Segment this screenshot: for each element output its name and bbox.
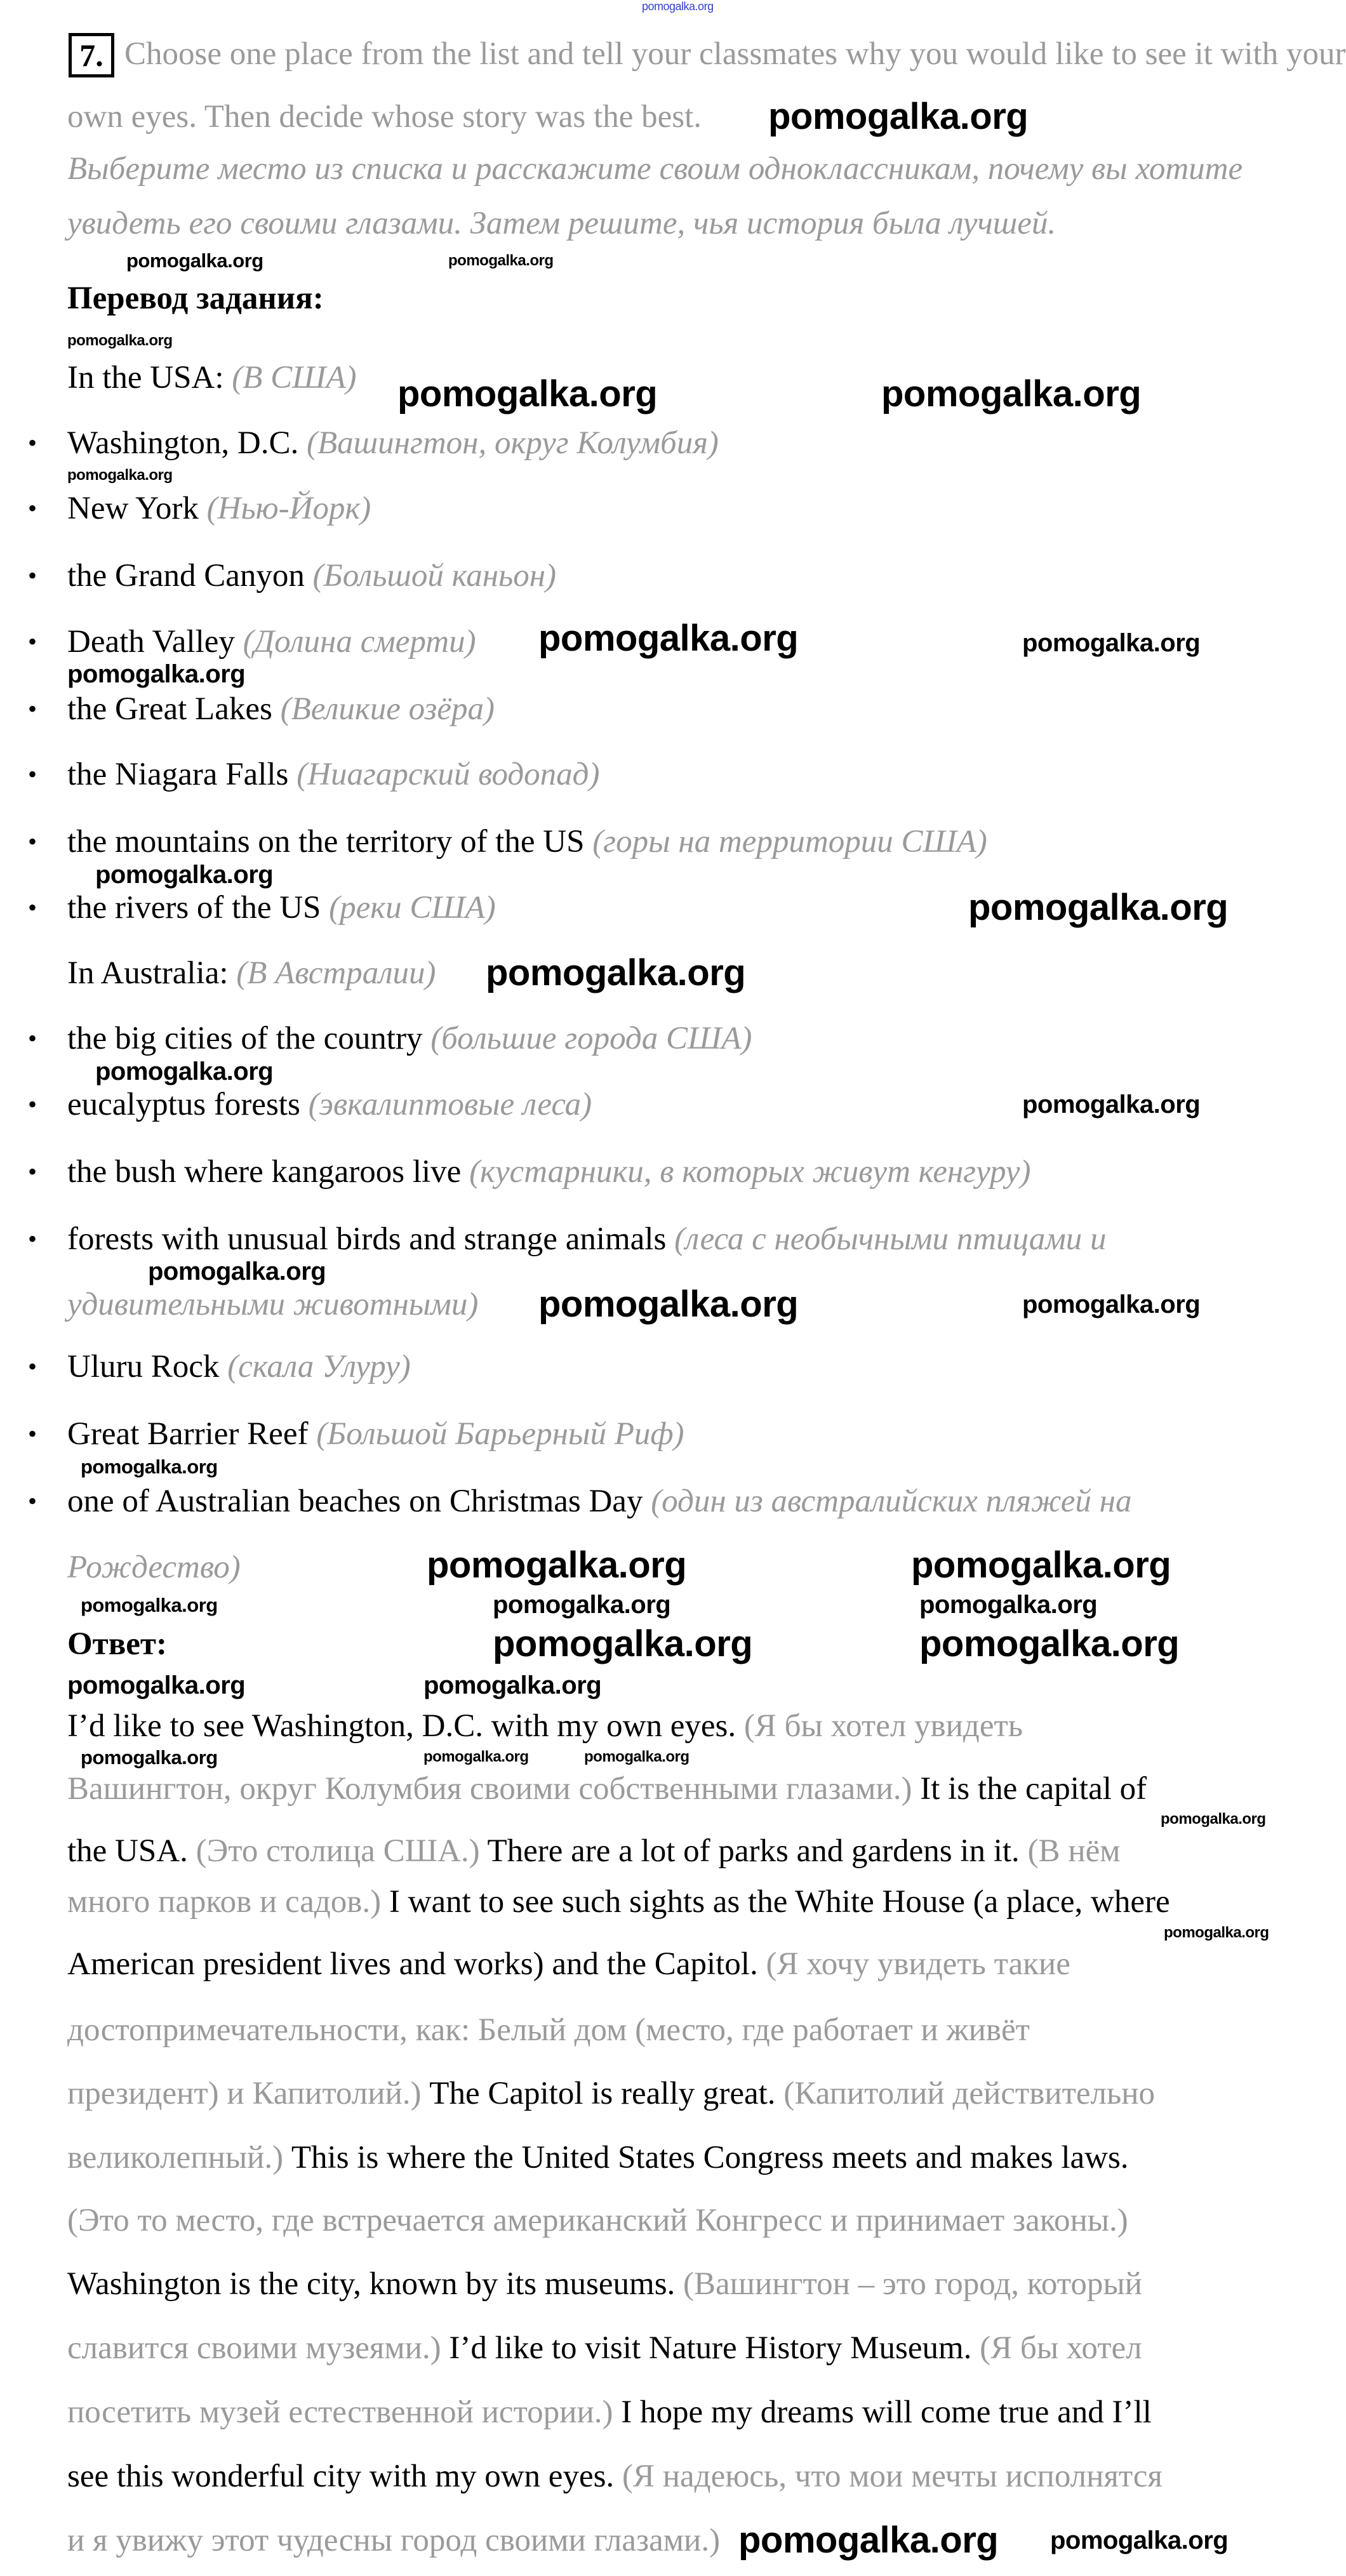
answer-text-en: The Capitol is really great.	[421, 2076, 784, 2111]
answer-text-ru: президент) и Капитолий.)	[67, 2076, 422, 2111]
watermark: pomogalka.org	[1022, 1091, 1201, 1119]
answer-text-ru: достопримечательности, как: Белый дом (место, где работает и живёт	[67, 2012, 1030, 2048]
item-en: the Grand Canyon	[67, 558, 305, 594]
answer-text-en: see this wonderful city with my own eyes.	[67, 2459, 622, 2494]
watermark: pomogalka.org	[1161, 1810, 1266, 1828]
watermark: pomogalka.org	[911, 1544, 1171, 1586]
bullet-icon: •	[28, 1225, 37, 1253]
label-ru: (В Австралии)	[236, 955, 436, 991]
item-en: the Great Lakes	[67, 691, 272, 727]
answer-text-en: I’d like to see Washington, D.C. with my own eyes.	[67, 1708, 744, 1744]
watermark: pomogalka.org	[81, 1594, 218, 1616]
label-en: In the USA:	[67, 360, 224, 395]
item-ru-cont: удивительными животными)	[67, 1287, 479, 1322]
task-text-ru	[67, 150, 1243, 188]
bullet-icon: •	[28, 1487, 37, 1515]
watermark: pomogalka.org	[423, 1748, 529, 1765]
list-item	[67, 889, 496, 927]
watermark: pomogalka.org	[423, 1671, 602, 1699]
watermark: pomogalka.org	[1164, 1924, 1269, 1941]
list-item	[67, 755, 599, 793]
watermark: pomogalka.org	[397, 373, 658, 415]
answer-line	[67, 2329, 1142, 2367]
answer-text-ru: (Вашингтон – это город, который	[683, 2266, 1142, 2302]
answer-text-ru: (Я бы хотел	[980, 2330, 1142, 2366]
answer-text-en: I want to see such sights as the White House (a place, where	[381, 1884, 1170, 1920]
item-ru: (Нью-Йорк)	[206, 491, 371, 526]
translation-heading	[67, 279, 324, 317]
watermark: pomogalka.org	[538, 618, 799, 659]
answer-line	[67, 2457, 1163, 2495]
watermark: pomogalka.org	[1022, 629, 1201, 657]
watermark: pomogalka.org	[738, 2520, 999, 2561]
bullet-icon: •	[28, 1157, 37, 1186]
list-item	[67, 1348, 411, 1386]
list-item	[67, 489, 371, 528]
section-label-usa	[67, 359, 356, 397]
item-en: the big cities of the country	[67, 1021, 423, 1056]
list-item	[67, 557, 556, 595]
item-ru: (один из австралийских пляжей на	[651, 1484, 1132, 1519]
watermark: pomogalka.org	[486, 952, 746, 993]
watermark: pomogalka.org	[1050, 2526, 1229, 2554]
answer-line	[67, 2201, 1128, 2240]
answer-line	[67, 1832, 1121, 1870]
item-en: the mountains on the territory of the US	[67, 824, 585, 860]
item-ru: (Ниагарский водопад)	[297, 757, 600, 792]
label-en: In Australia:	[67, 955, 229, 991]
list-item-continuation	[67, 1285, 478, 1324]
answer-text-en: American president lives and works) and the Capitol.	[67, 1946, 766, 1982]
item-ru: (Великие озёра)	[280, 691, 495, 727]
watermark: pomogalka.org	[427, 1544, 687, 1586]
bullet-icon: •	[28, 428, 37, 457]
answer-text-en: the USA.	[67, 1833, 196, 1869]
watermark: pomogalka.org	[919, 1591, 1098, 1619]
answer-line	[67, 2075, 1155, 2113]
watermark: pomogalka.org	[126, 249, 263, 272]
list-item-continuation	[67, 1548, 241, 1586]
heading-text: Перевод задания:	[67, 281, 324, 316]
list-item	[67, 1220, 1107, 1258]
answer-heading	[67, 1625, 167, 1663]
section-label-australia	[67, 954, 436, 992]
watermark: pomogalka.org	[95, 1058, 274, 1086]
item-ru: (эвкалиптовые леса)	[308, 1087, 592, 1122]
list-item	[67, 690, 495, 728]
answer-text-ru: Вашингтон, округ Колумбия своими собственными глазами.)	[67, 1771, 912, 1807]
answer-text-ru: много парков и садов.)	[67, 1884, 382, 1920]
answer-line	[67, 2521, 720, 2559]
item-en: the Niagara Falls	[67, 757, 289, 792]
bullet-icon: •	[28, 893, 37, 922]
bullet-icon: •	[28, 1352, 37, 1381]
bullet-icon: •	[28, 561, 37, 590]
label-ru: (В США)	[232, 360, 357, 395]
item-en: Uluru Rock	[67, 1349, 220, 1384]
watermark: pomogalka.org	[919, 1623, 1180, 1664]
item-ru: (Большой Барьерный Риф)	[316, 1416, 684, 1452]
answer-text-ru: посетить музей естественной истории.)	[67, 2394, 613, 2430]
watermark: pomogalka.org	[148, 1258, 326, 1285]
answer-text-ru: (Это то место, где встречается американский Конгресс и принимает законы.)	[67, 2203, 1128, 2238]
answer-text-ru: и я увижу этот чудесны город своими глазами.)	[67, 2523, 721, 2558]
watermark: pomogalka.org	[493, 1591, 671, 1619]
answer-line	[67, 2393, 1152, 2431]
list-item	[67, 1086, 592, 1124]
watermark: pomogalka.org	[448, 252, 554, 269]
list-item	[67, 1153, 1031, 1191]
item-ru-cont: Рождество)	[67, 1550, 241, 1585]
task-number-box: 7.	[69, 33, 114, 77]
task-text-en-line: Choose one place from the list and tell your classmates why you would like to see it with your	[124, 36, 1346, 72]
answer-text-en: There are a lot of parks and gardens in it.	[479, 1833, 1028, 1869]
watermark: pomogalka.org	[95, 861, 274, 889]
item-ru: (горы на территории США)	[592, 824, 987, 860]
watermark: pomogalka.org	[81, 1746, 218, 1769]
answer-text-ru: (Это столица США.)	[196, 1833, 480, 1869]
watermark: pomogalka.org	[493, 1623, 753, 1664]
task-text-en	[124, 35, 1345, 73]
item-en: Great Barrier Reef	[67, 1416, 309, 1452]
watermark: pomogalka.org	[67, 660, 246, 688]
answer-text-en: I’d like to visit Nature History Museum.	[441, 2330, 980, 2366]
watermark: pomogalka.org	[67, 1671, 246, 1699]
item-en: the rivers of the US	[67, 890, 321, 926]
bullet-icon: •	[28, 1024, 37, 1052]
list-item	[67, 1415, 684, 1453]
answer-line	[67, 1883, 1170, 1921]
list-item	[67, 623, 476, 661]
answer-text-ru: великолепный.)	[67, 2140, 284, 2175]
item-ru: (скала Улуру)	[227, 1349, 411, 1384]
item-en: eucalyptus forests	[67, 1087, 300, 1122]
answer-line	[67, 2139, 1129, 2177]
answer-text-en: This is where the United States Congress meets and makes laws.	[283, 2140, 1129, 2175]
watermark: pomogalka.org	[584, 1748, 690, 1765]
heading-text: Ответ:	[67, 1626, 167, 1662]
answer-line	[67, 1770, 1147, 1808]
answer-text-ru: (В нём	[1027, 1833, 1121, 1869]
bullet-icon: •	[28, 1419, 37, 1448]
task-text-ru-line: увидеть его своими глазами. Затем решите, чья история была лучшей.	[67, 206, 1056, 241]
answer-text-ru: (Капитолий действительно	[783, 2076, 1156, 2111]
answer-text-ru: (Я надеюсь, что мои мечты исполнятся	[622, 2459, 1163, 2494]
item-en: one of Australian beaches on Christmas Day	[67, 1484, 643, 1519]
watermark: pomogalka.org	[67, 332, 173, 349]
bullet-icon: •	[28, 627, 37, 656]
item-ru: (кустарники, в которых живут кенгуру)	[469, 1154, 1031, 1190]
item-en: Washington, D.C.	[67, 425, 299, 461]
answer-text-ru: (Я бы хотел увидеть	[743, 1708, 1023, 1744]
answer-line	[67, 1945, 1070, 1983]
task-text-en	[67, 98, 702, 136]
task-text-ru	[67, 204, 1056, 242]
list-item	[67, 823, 987, 861]
bullet-icon: •	[28, 694, 37, 723]
item-en: forests with unusual birds and strange animals	[67, 1221, 667, 1257]
item-ru: (Долина смерти)	[243, 624, 476, 660]
bullet-icon: •	[28, 827, 37, 856]
watermark: pomogalka.org	[642, 0, 714, 13]
item-en: New York	[67, 491, 199, 526]
answer-text-en: I hope my dreams will come true and I’ll	[613, 2394, 1152, 2430]
list-item	[67, 1482, 1131, 1520]
watermark: pomogalka.org	[881, 373, 1142, 415]
answer-line	[67, 1707, 1023, 1745]
answer-text-ru: (Я хочу увидеть такие	[766, 1946, 1070, 1982]
task-text-en-line: own eyes. Then decide whose story was the best.	[67, 99, 702, 135]
answer-line	[67, 2011, 1030, 2049]
watermark: pomogalka.org	[1022, 1291, 1201, 1318]
bullet-icon: •	[28, 760, 37, 788]
watermark: pomogalka.org	[768, 96, 1029, 137]
watermark: pomogalka.org	[81, 1456, 218, 1478]
item-en: the bush where kangaroos live	[67, 1154, 462, 1190]
list-item	[67, 424, 719, 462]
bullet-icon: •	[28, 1090, 37, 1119]
answer-line	[67, 2265, 1142, 2303]
bullet-icon: •	[28, 494, 37, 522]
item-ru: (Вашингтон, округ Колумбия)	[306, 425, 719, 461]
answer-text-en: It is the capital of	[912, 1771, 1147, 1807]
watermark: pomogalka.org	[538, 1284, 799, 1325]
watermark: pomogalka.org	[968, 887, 1229, 928]
list-item	[67, 1019, 752, 1058]
task-text-ru-line: Выберите место из списка и расскажите своим одноклассникам, почему вы хотите	[67, 151, 1243, 187]
item-ru: (реки США)	[329, 890, 496, 926]
item-ru: (Большой каньон)	[312, 558, 557, 594]
answer-text-ru: славится своими музеями.)	[67, 2330, 441, 2366]
answer-text-en: Washington is the city, known by its museums.	[67, 2266, 684, 2302]
item-ru: (большие города США)	[430, 1021, 752, 1056]
watermark: pomogalka.org	[67, 467, 173, 484]
item-en: Death Valley	[67, 624, 235, 660]
item-ru: (леса с необычными птицами и	[674, 1221, 1107, 1257]
